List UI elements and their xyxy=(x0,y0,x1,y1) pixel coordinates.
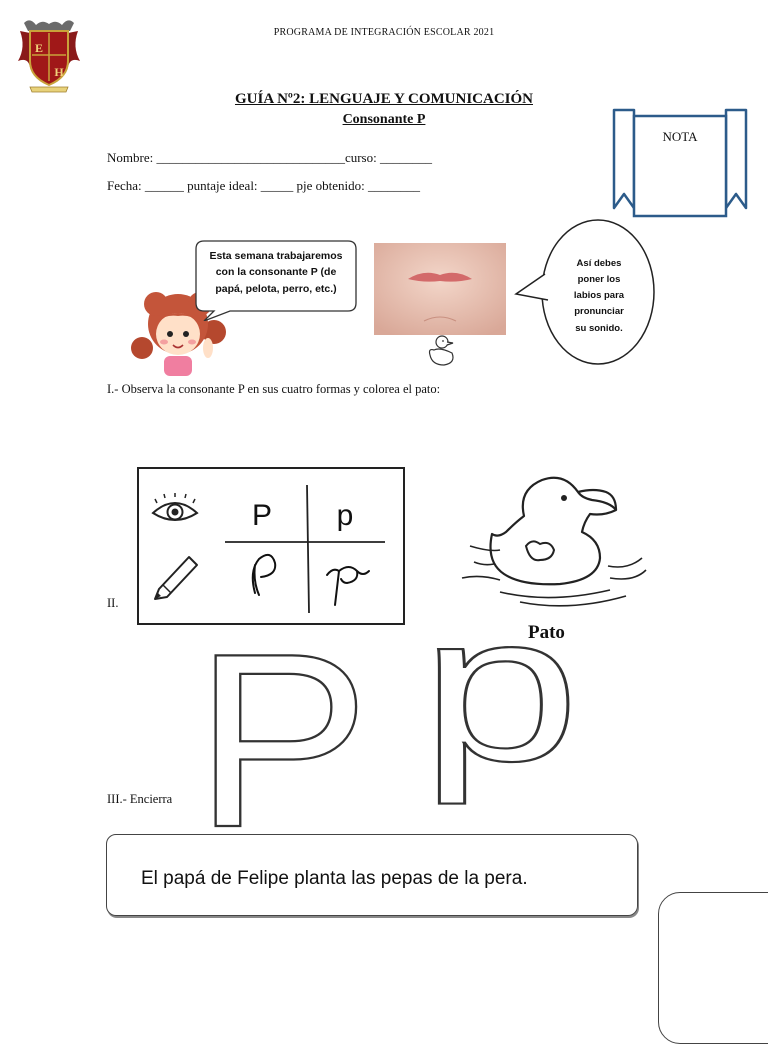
outline-lower-p: p xyxy=(420,646,580,805)
nota-label: NOTA xyxy=(662,129,698,144)
sentence-text: El papá de Felipe planta las pepas de la pera. xyxy=(141,868,528,889)
eye-icon xyxy=(153,493,197,520)
outline-letters xyxy=(190,646,600,834)
sentence-box xyxy=(106,834,638,916)
outline-upper-p: P xyxy=(194,646,370,834)
program-header: PROGRAMA DE INTEGRACIÓN ESCOLAR 2021 xyxy=(273,27,495,38)
nota-banner xyxy=(612,108,748,220)
lips-photo xyxy=(374,243,506,335)
bubble-left-line-2: con la consonante P (de xyxy=(215,266,337,279)
page-subtitle: Consonante P xyxy=(342,112,426,127)
bubble-right-line-4: pronunciar xyxy=(574,306,624,318)
duck-illustration xyxy=(460,470,650,615)
instruction-iii: III.- Encierra xyxy=(107,792,173,806)
crest-letter-e: E xyxy=(34,41,44,55)
bubble-left-line-3: papá, pelota, perro, etc.) xyxy=(215,282,337,295)
date-score-line[interactable]: Fecha: ______ puntaje ideal: _____ pje obtenido: ________ xyxy=(107,178,421,193)
school-crest-logo xyxy=(16,17,82,93)
bubble-left-line-1: Esta semana trabajaremos xyxy=(209,250,343,262)
lower-cursive-p xyxy=(327,567,369,605)
bubble-right-line-3: labios para xyxy=(573,290,625,302)
bubble-right-line-5: su sonido. xyxy=(575,322,623,334)
upper-cursive-p xyxy=(253,555,275,595)
upper-print-p: P xyxy=(251,499,273,532)
lower-print-p: p xyxy=(336,499,354,532)
bubble-right-text xyxy=(560,256,638,337)
pencil-icon xyxy=(155,557,197,599)
bubble-right-line-1: Así debes xyxy=(576,258,622,269)
bubble-left-text xyxy=(196,248,356,297)
letter-grid-drawing xyxy=(137,467,405,625)
duck-label: Pato xyxy=(528,622,565,643)
instruction-i: I.- Observa la consonante P en sus cuatro formas y colorea el pato: xyxy=(107,382,441,396)
page-title: GUÍA Nº2: LENGUAJE Y COMUNICACIÓN xyxy=(234,91,533,107)
name-course-line[interactable]: Nombre: _____________________________curso: ________ xyxy=(107,150,432,165)
bubble-right-line-2: poner los xyxy=(577,274,621,286)
answer-box xyxy=(658,892,768,1044)
crest-letter-h: H xyxy=(54,65,64,79)
small-duck-icon xyxy=(426,333,460,369)
instruction-ii: II. xyxy=(107,596,119,610)
